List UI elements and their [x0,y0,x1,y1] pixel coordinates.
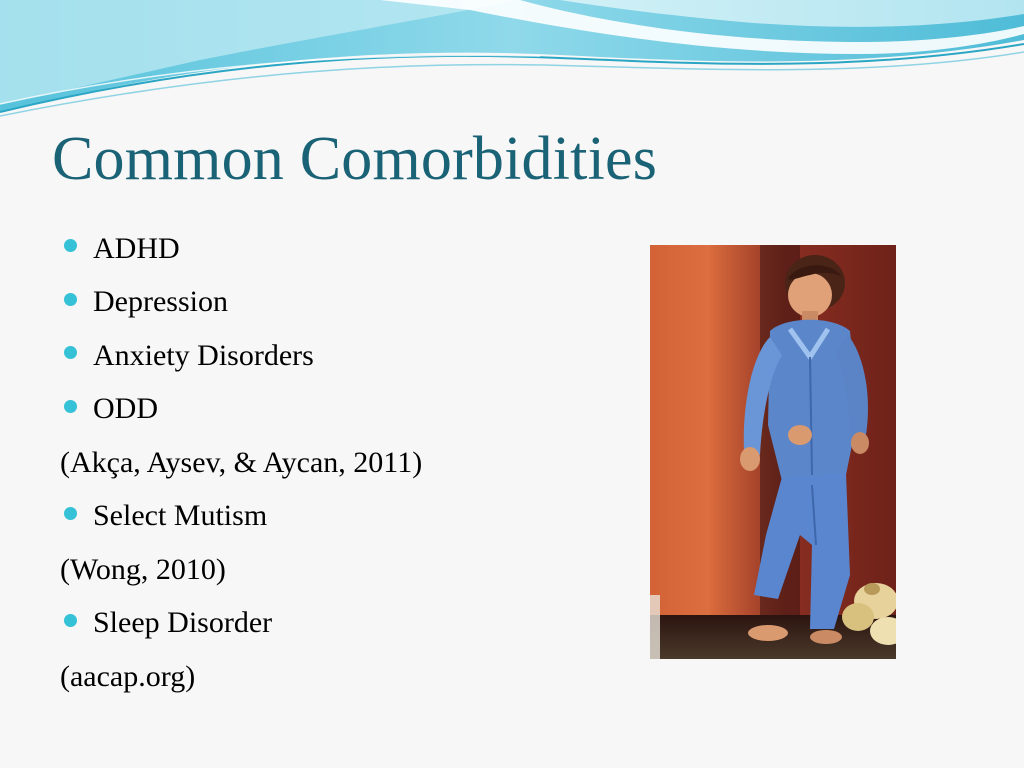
wave-header-decoration [0,0,1024,120]
bullet-list [62,222,622,704]
citation-text [60,543,622,597]
bullet-dot-icon [64,507,77,520]
bullet-text: ODD [93,392,158,426]
bullet-text: Sleep Disorder [93,606,273,640]
bullet-text: Depression [93,285,228,319]
bullet-text: Select Mutism [93,499,268,533]
bullet-dot-icon [64,614,77,627]
slide-title: Common Comorbidities [52,125,658,193]
citation-label: (Wong, 2010) [60,552,226,586]
citation-label: (aacap.org) [60,659,196,693]
bullet-text: ADHD [93,231,180,265]
citation-label: (Akça, Aysev, & Aycan, 2011) [60,445,423,479]
bullet-dot-icon [64,239,77,252]
citation-text [60,436,622,490]
bullet-item [62,329,622,383]
bullet-text: Anxiety Disorders [93,338,314,372]
bullet-dot-icon [64,400,77,413]
bullet-dot-icon [64,293,77,306]
bullet-item [62,222,622,276]
bullet-item [62,597,622,651]
bullet-dot-icon [64,346,77,359]
bullet-item [62,490,622,544]
child-photo [650,245,896,659]
bullet-item [62,276,622,330]
citation-text [60,650,622,704]
bullet-item [62,383,622,437]
